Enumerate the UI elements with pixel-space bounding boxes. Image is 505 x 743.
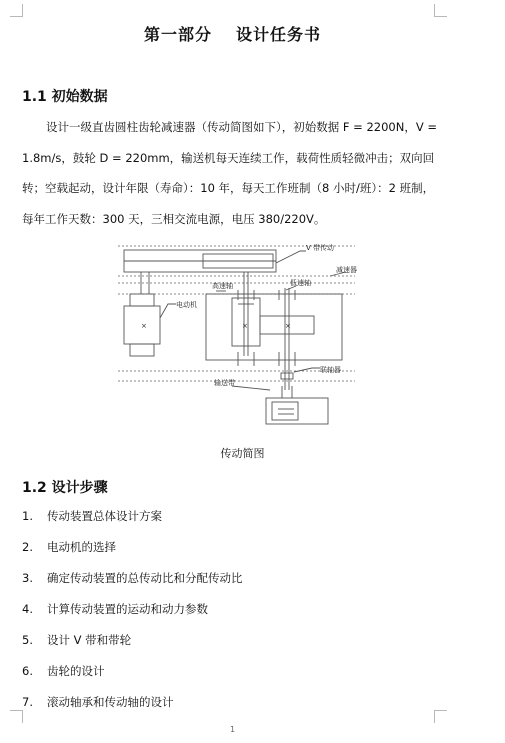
label-low-speed-shaft: 低速轴 bbox=[290, 279, 311, 287]
list-item: 4. 计算传动装置的运动和动力参数 bbox=[22, 602, 208, 616]
page-number: 1 bbox=[229, 725, 236, 734]
part-label: 第一部分 bbox=[143, 25, 212, 44]
design-steps-list bbox=[22, 502, 243, 719]
list-item: 7. 滚动轴承和传动轴的设计 bbox=[22, 695, 174, 709]
initial-data-text: 设计一级直齿圆柱齿轮减速器（传动简图如下），初始数据 F = 2200N，V = 1.8m/s，鼓轮 D = 220mm，输送机每天连续工作，载荷性质轻微冲击；双向回转；空载起动，设计年限（寿命）：10 年，每天工作班制（8 小时/班）：2 班制，每年工作天数：300 天，三相交流电源，电压 380/220V。 bbox=[22, 120, 437, 226]
label-conveyor-belt: 输送带 bbox=[214, 379, 235, 387]
list-item: 6. 齿轮的设计 bbox=[22, 664, 105, 678]
section-heading-design-steps: 1.2 设计步骤 bbox=[22, 480, 108, 496]
label-motor: 电动机 bbox=[176, 301, 197, 309]
label-reducer: 减速器 bbox=[336, 266, 357, 274]
list-item: 2. 电动机的选择 bbox=[22, 540, 116, 554]
label-coupling: 联轴器 bbox=[320, 366, 341, 374]
list-item: 5. 设计 V 带和带轮 bbox=[22, 633, 132, 647]
svg-text:×: × bbox=[141, 322, 147, 330]
list-item: 3. 确定传动装置的总传动比和分配传动比 bbox=[22, 571, 243, 585]
list-item: 1. 传动装置总体设计方案 bbox=[22, 509, 162, 523]
reducer-housing bbox=[206, 294, 342, 360]
label-high-speed-shaft: 高速轴 bbox=[212, 282, 233, 290]
section-heading-initial-data: 1.1 初始数据 bbox=[22, 89, 108, 105]
part-title: 设计任务书 bbox=[236, 25, 322, 44]
diagram-caption: 传动简图 bbox=[220, 447, 265, 460]
coupling bbox=[281, 373, 293, 379]
svg-text:×: × bbox=[285, 322, 291, 330]
svg-text:×: × bbox=[242, 322, 248, 330]
label-v-belt: V 带传动 bbox=[306, 244, 335, 252]
